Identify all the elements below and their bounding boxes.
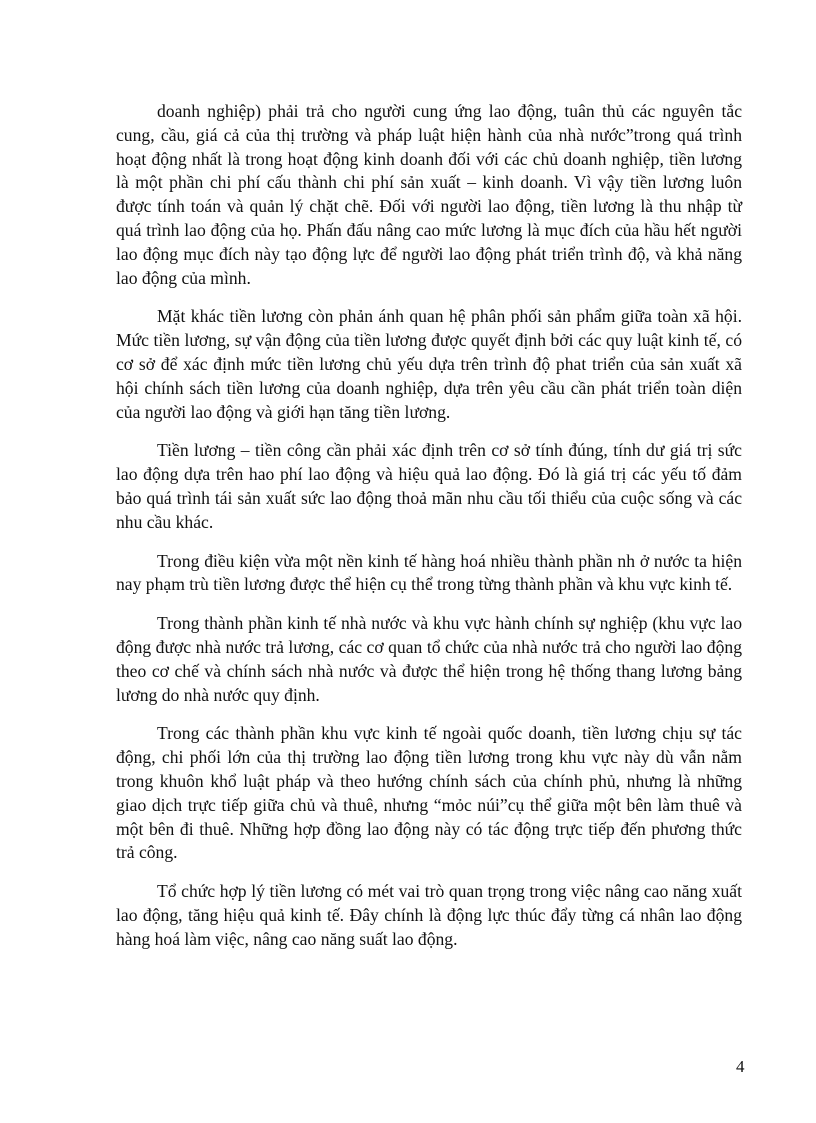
paragraph-4: Trong điều kiện vừa một nền kinh tế hàng hoá nhiều thành phần nh ở nước ta hiện nay phạm trù tiền lương được thể hiện cụ thể trong từng thành phần và khu vực kinh tế. [116,550,742,595]
paragraph-5: Trong thành phần kinh tế nhà nước và khu vực hành chính sự nghiệp (khu vực lao động được nhà nước trả lương, các cơ quan tổ chức của nhà nước trả cho người lao động theo cơ chế và chính sách nhà nước và được thể hiện trong hệ thống thang lương bảng lương do nhà nước quy định. [116,613,742,705]
page-number: 4 [736,1057,745,1076]
paragraph-3: Tiền lương – tiền công cần phải xác định trên cơ sở tính đúng, tính dư giá trị sức lao động dựa trên hao phí lao động và hiệu quả lao động. Đó là giá trị các yếu tố đảm bảo quá trình tái sản xuất sức lao động thoả mãn nhu cầu tối thiểu của cuộc sống và các nhu cầu khác. [116,440,742,532]
paragraph-1: doanh nghiệp) phải trả cho người cung ứng lao động, tuân thủ các nguyên tắc cung, cầu, giá cả của thị trường và pháp luật hiện hành của nhà nước”trong quá trình hoạt động nhất là trong hoạt động kinh doanh đối với các chủ doanh nghiệp, tiền lương là một phần chi phí cấu thành chi phí sản xuất – kinh doanh. Vì vậy tiền lương luôn được tính toán và quản lý chặt chẽ. Đối với người lao động, tiền lương là thu nhập từ quá trình lao động của họ. Phấn đấu nâng cao mức lương là mục đích của hầu hết người lao động mục đích này tạo động lực để người lao động phát triển trình độ, và khả năng lao động của mình. [116,101,742,288]
paragraph-7: Tổ chức hợp lý tiền lương có mét vai trò quan trọng trong việc nâng cao năng xuất lao động, tăng hiệu quả kinh tế. Đây chính là động lực thúc đẩy từng cá nhân lao động hàng hoá làm việc, nâng cao năng suất lao động. [116,881,742,949]
paragraph-2: Mặt khác tiền lương còn phản ánh quan hệ phân phối sản phẩm giữa toàn xã hội. Mức tiền lương, sự vận động của tiền lương được quyết định bởi các quy luật kinh tế, có cơ sở để xác định mức tiền lương chủ yếu dựa trên trình độ phat triển của sản xuất xã hội chính sách tiền lương của doanh nghiệp, dựa trên yêu cầu cần phát triển toàn diện của người lao động và giới hạn tăng tiền lương. [116,306,742,422]
paragraph-6: Trong các thành phần khu vực kinh tế ngoài quốc doanh, tiền lương chịu sự tác động, chi phối lớn của thị trường lao động tiền lương trong khu vực này dù vẫn nằm trong khuôn khổ luật pháp và theo hướng chính sách của chính phủ, nhưng là những giao dịch trực tiếp giữa chủ và thuê, nhưng “mỏc núi”cụ thể giữa một bên làm thuê và một bên đi thuê. Những hợp đồng lao động này có tác động trực tiếp đến phương thức trả công. [116,723,742,863]
body-text [116,100,742,967]
